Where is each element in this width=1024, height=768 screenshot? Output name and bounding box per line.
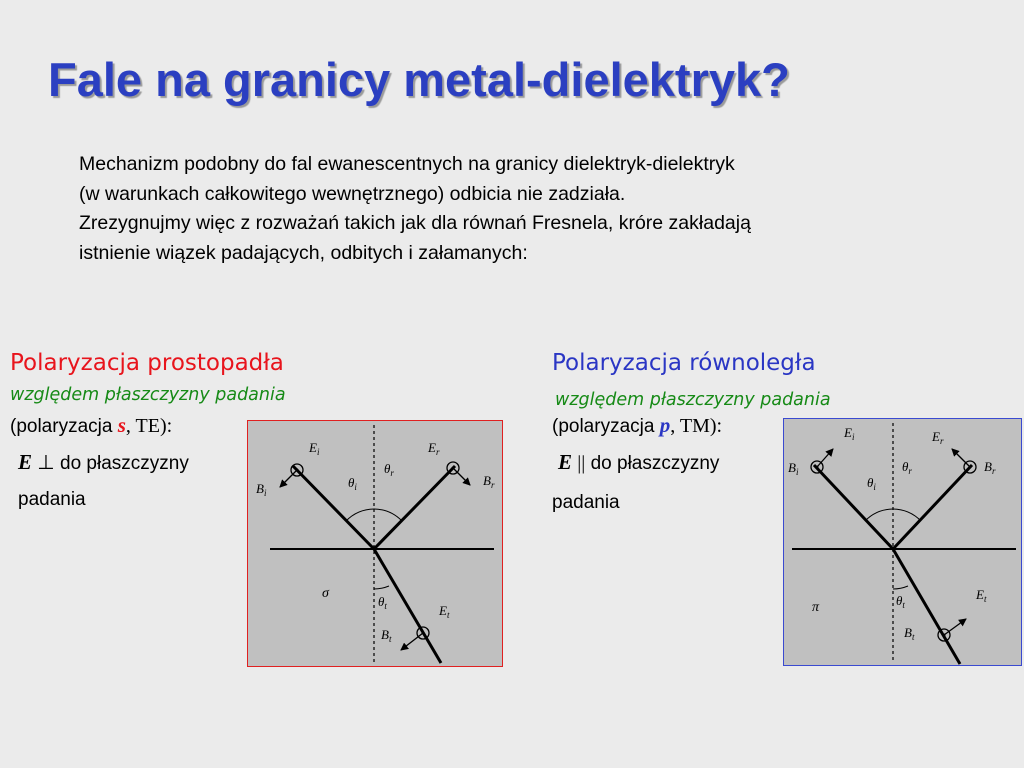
right-relation-text: do płaszczyzny	[585, 453, 720, 474]
label-Et-letter: E	[439, 603, 447, 618]
label-Er-sub: r	[435, 447, 440, 457]
label-theta-r-letter: θ	[384, 461, 391, 476]
right-relation-line2: padania	[552, 492, 620, 513]
label-Er-letter: E	[932, 429, 940, 444]
angle-arc-reflected	[893, 509, 921, 521]
intro-paragraph	[79, 150, 751, 268]
left-pol-prefix: (polaryzacja	[10, 416, 118, 437]
reflected-e-arrow	[952, 449, 970, 467]
svg-text:Bi	[788, 460, 799, 477]
svg-text:Bi	[256, 481, 267, 498]
label-theta-i-sub: i	[873, 482, 876, 492]
angle-arc-reflected	[374, 509, 402, 521]
svg-text:Er	[427, 440, 440, 457]
label-Br-letter: B	[483, 473, 491, 488]
right-reflection-diagram	[784, 419, 1021, 665]
left-diagram-panel	[247, 420, 503, 667]
label-Br-letter: B	[984, 459, 992, 474]
left-field-symbol: E	[18, 450, 33, 474]
label-Bi-letter: B	[256, 481, 264, 496]
svg-text:θi	[348, 475, 357, 492]
slide-title: Fale na granicy metal-dielektryk?	[48, 53, 790, 106]
label-theta-t-letter: θ	[378, 594, 385, 609]
right-pol-prefix: (polaryzacja	[552, 416, 660, 437]
label-Ei-letter: E	[844, 425, 852, 440]
label-Br-sub: r	[490, 480, 495, 490]
right-heading: Polaryzacja równoległa	[552, 350, 816, 376]
left-relation-line2: padania	[18, 489, 86, 510]
label-Bt-sub: t	[388, 634, 392, 644]
svg-text:Br	[984, 459, 996, 476]
label-Bi-sub: i	[263, 488, 267, 498]
label-theta-r-sub: r	[908, 466, 912, 476]
left-heading: Polaryzacja prostopadła	[10, 350, 284, 376]
angle-arc-incident	[346, 509, 374, 521]
reflected-ray	[374, 466, 455, 549]
label-theta-r-letter: θ	[902, 459, 909, 474]
label-theta-i-letter: θ	[867, 475, 874, 490]
svg-text:Ei	[843, 425, 855, 442]
angle-arc-incident	[865, 509, 893, 521]
svg-text:Er	[931, 429, 944, 446]
left-pol-symbol: s	[117, 413, 126, 437]
label-Er-letter: E	[428, 440, 436, 455]
angle-arc-transmitted	[893, 586, 908, 589]
reflected-b-arrow	[453, 468, 470, 485]
reflected-ray	[893, 465, 972, 549]
transmitted-b-arrow	[401, 633, 423, 650]
right-field-symbol: E	[558, 450, 573, 474]
svg-text:θt	[378, 594, 387, 611]
svg-text:θr	[384, 461, 394, 478]
left-polarization-note	[10, 413, 172, 438]
incident-ray	[293, 466, 374, 549]
svg-text:θr	[902, 459, 912, 476]
transmitted-e-arrow	[944, 619, 966, 635]
intro-line-2: (w warunkach całkowitego wewnętrznego) odbicia nie zadziała.	[79, 182, 626, 205]
svg-text:Et	[438, 603, 450, 620]
label-Bt-letter: B	[904, 625, 912, 640]
left-reflection-diagram	[248, 421, 502, 666]
label-Ei-sub: i	[316, 447, 320, 457]
label-theta-i-sub: i	[354, 482, 357, 492]
right-polarization-note	[552, 413, 722, 438]
left-relation-text: do płaszczyzny	[54, 453, 189, 474]
label-theta-t-letter: θ	[896, 593, 903, 608]
label-theta-t-sub: t	[384, 601, 387, 611]
svg-text:Bt	[904, 625, 915, 642]
right-pol-symbol: p	[659, 413, 671, 437]
label-Bi-sub: i	[795, 467, 799, 477]
incident-ray	[814, 465, 893, 549]
label-theta-r-sub: r	[390, 468, 394, 478]
svg-text:Bt	[381, 627, 392, 644]
svg-text:θt	[896, 593, 905, 610]
label-Bt-letter: B	[381, 627, 389, 642]
parallel-symbol: ||	[577, 452, 586, 474]
label-Br-sub: r	[991, 466, 996, 476]
label-Ei-sub: i	[851, 432, 855, 442]
label-Bt-sub: t	[911, 632, 915, 642]
svg-text:Br	[483, 473, 495, 490]
right-subheading: względem płaszczyzny padania	[555, 390, 831, 410]
left-pol-suffix: , TE):	[125, 415, 173, 437]
right-diagram-panel	[783, 418, 1022, 666]
label-Et-sub: t	[983, 594, 987, 604]
label-Bi-letter: B	[788, 460, 796, 475]
label-Er-sub: r	[939, 436, 944, 446]
label-Ei-letter: E	[309, 440, 317, 455]
perpendicular-symbol: ⊥	[37, 452, 55, 474]
label-theta-t-sub: t	[902, 600, 905, 610]
right-field-relation	[558, 450, 719, 475]
angle-arc-transmitted	[374, 586, 389, 589]
label-Et-letter: E	[976, 587, 984, 602]
label-Et-sub: t	[446, 610, 450, 620]
label-theta-i-letter: θ	[348, 475, 355, 490]
left-field-relation	[18, 450, 189, 475]
medium-label-sigma: σ	[322, 586, 329, 601]
right-pol-suffix: , TM):	[670, 415, 723, 437]
left-subheading: względem płaszczyzny padania	[10, 385, 286, 405]
intro-line-3: Zrezygnujmy więc z rozważań takich jak dla równań Fresnela, króre zakładają	[79, 212, 751, 234]
intro-line-4: istnienie wiązek padających, odbitych i załamanych:	[79, 241, 528, 264]
svg-text:Et	[975, 587, 987, 604]
incident-e-arrow	[817, 449, 833, 467]
svg-text:Ei	[308, 440, 320, 457]
intro-line-1: Mechanizm podobny do fal ewanescentnych na granicy dielektryk-dielektryk	[79, 153, 735, 175]
svg-text:θi	[867, 475, 876, 492]
medium-label-pi: π	[812, 600, 820, 615]
incident-b-arrow	[280, 470, 297, 487]
